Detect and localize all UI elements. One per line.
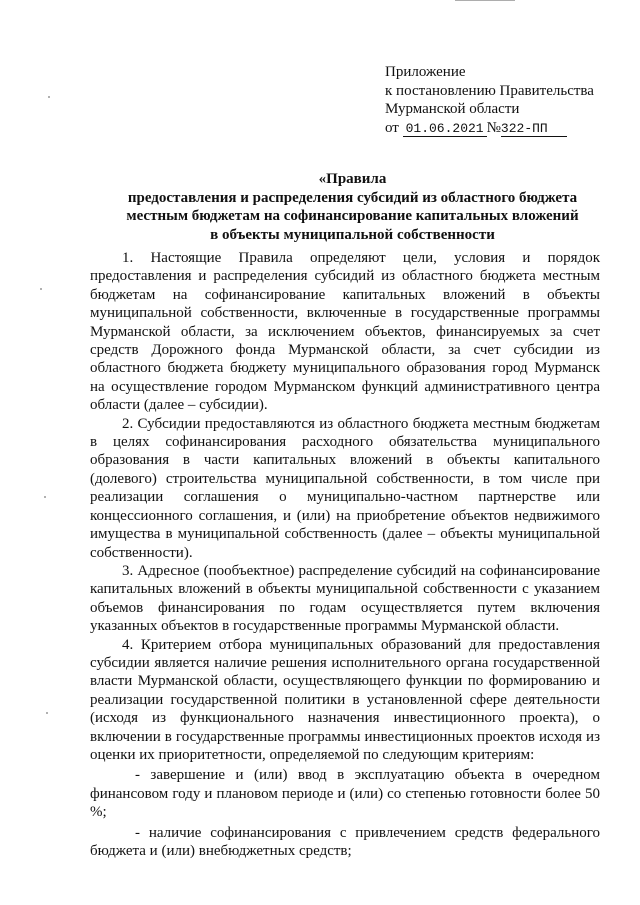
approval-line-3: Мурманской области: [385, 101, 520, 117]
approval-block: [385, 63, 594, 137]
approval-date-line: [385, 119, 594, 138]
title-line-2: предоставления и распределения субсидий из областного бюджета: [127, 189, 578, 206]
title-line-3: местным бюджетам на софинансирование капитальных вложений: [126, 208, 579, 224]
number-sign: №: [486, 119, 501, 136]
approval-line-1: Приложение: [385, 64, 466, 80]
decree-number: 322-ПП: [501, 122, 567, 137]
criterion-2: - наличие софинансирования с привлечением средств федерального бюджета и (или) внебюджетных средств;: [90, 824, 600, 859]
paragraph-4: 4. Критерием отбора муниципальных образований для предоставления субсидии является наличие решения исполнительного органа государственной власти Мурманской области, осуществляющего функции по формированию и реализации государственной политики в установленной сфере деятельности (исходя из функционального назначения инвестиционного проекта), о включении в государственные программы инвестиционных проектов исходя из оценки их приоритетности, определяемой по следующим критериям:: [90, 636, 600, 763]
approval-line-2: к постановлению Правительства: [385, 82, 594, 99]
paragraph-3: 3. Адресное (пообъектное) распределение субсидий на софинансирование капитальных вложений в объекты муниципальной собственности с указанием объемов финансирования по годам осуществляется путем включения указанных объектов в государственные программы Мурманской области.: [90, 562, 600, 635]
criterion-1: - завершение и (или) ввод в эксплуатацию объекта в очередном финансовом году и плановом периоде и (или) со степенью готовности более 50 %;: [90, 767, 600, 821]
scan-dot: [44, 496, 46, 498]
scan-dot: [46, 712, 48, 714]
from-prefix: от: [385, 119, 399, 136]
paragraph-1: 1. Настоящие Правила определяют цели, условия и порядок предоставления и распределения субсидий из областного бюджета местным бюджетам на софинансирование капитальных вложений в объекты муниципальной собственности, включенные в государственные программы Мурманской области, за исключением объектов, финансируемых за счет средств Дорожного фонда Мурманской области, за счет субсидии из областного бюджета бюджету муниципального образования город Мурманск на осуществление городом Мурманском функций административного центра области (далее – субсидии).: [90, 250, 600, 414]
decree-date: 01.06.2021: [403, 122, 487, 137]
scan-dot: [48, 96, 50, 98]
document-body: [90, 249, 600, 860]
title-line-4: в объекты муниципальной собственности: [210, 226, 495, 243]
scan-dot: [40, 288, 42, 290]
paragraph-2: 2. Субсидии предоставляются из областного бюджета местным бюджетам в целях софинансирования расходного обязательства муниципального образования в части капитальных вложений в объекты капитального (долевого) строительства муниципальной собственности, в том числе при реализации соглашения о муниципально-частном партнерстве или концессионного соглашения, и (или) на приобретение объектов недвижимого имущества в муниципальной собственность (далее – объекты муниципальной собственности).: [90, 415, 600, 561]
title-line-1: «Правила: [318, 171, 387, 187]
scan-artifact: [455, 0, 515, 5]
document-title: [90, 170, 615, 244]
